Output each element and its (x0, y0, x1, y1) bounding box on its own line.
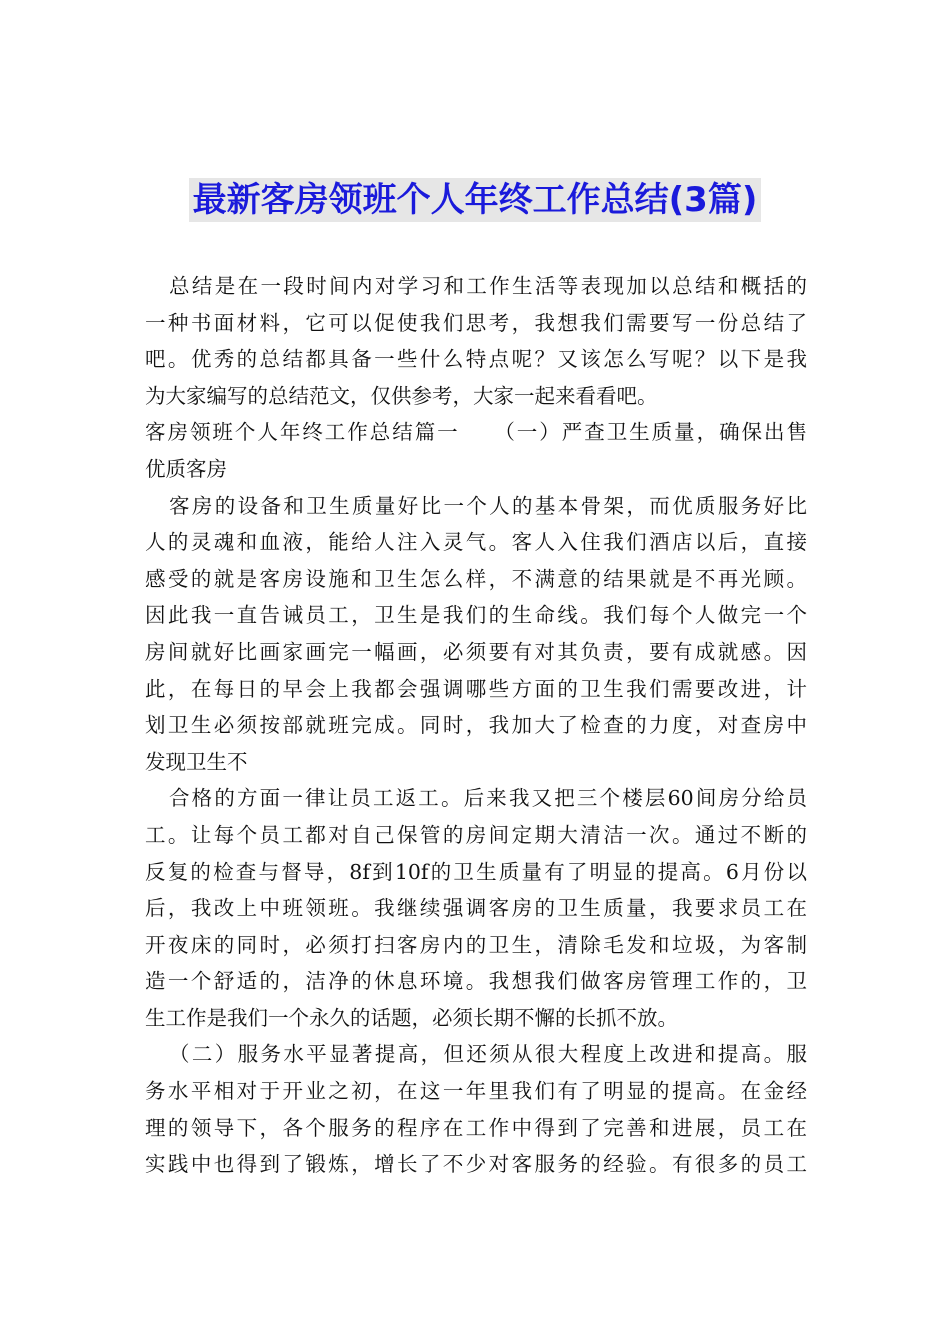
paragraph-line: 工。让每个员工都对自己保管的房间定期大清洁一次。通过不断的 (145, 822, 807, 847)
section-heading-line: 优质客房 (145, 456, 227, 481)
paragraph-line: 划卫生必须按部就班完成。同时，我加大了检查的力度，对查房中 (145, 713, 807, 738)
paragraph-line: 吧。优秀的总结都具备一些什么特点呢？又该怎么写呢？以下是我 (145, 347, 807, 372)
paragraph-line: （二）服务水平显著提高，但还须从很大程度上改进和提高。服 (169, 1042, 807, 1067)
paragraph-line: 务水平相对于开业之初，在这一年里我们有了明显的提高。在金经 (145, 1079, 807, 1104)
paragraph-line: 反复的检查与督导，8f到10f的卫生质量有了明显的提高。6月份以 (145, 859, 807, 884)
paragraph-line: 造一个舒适的，洁净的休息环境。我想我们做客房管理工作的，卫 (145, 969, 807, 994)
document-title: 最新客房领班个人年终工作总结(3篇) (189, 178, 762, 222)
paragraph-line: 总结是在一段时间内对学习和工作生活等表现加以总结和概括的 (169, 274, 807, 298)
paragraph-line: 后，我改上中班领班。我继续强调客房的卫生质量，我要求员工在 (145, 896, 807, 921)
paragraph-line: 生工作是我们一个永久的话题，必须长期不懈的长抓不放。 (145, 1005, 678, 1030)
document-body (145, 268, 807, 1183)
section-heading-line: 客房领班个人年终工作总结篇一 （一）严查卫生质量，确保出售 (145, 420, 807, 445)
paragraph-line: 合格的方面一律让员工返工。后来我又把三个楼层60间房分给员 (169, 786, 807, 811)
paragraph-line: 感受的就是客房设施和卫生怎么样，不满意的结果就是不再光顾。 (145, 566, 807, 591)
paragraph-line: 此，在每日的早会上我都会强调哪些方面的卫生我们需要改进，计 (145, 676, 807, 701)
paragraph-line: 一种书面材料，它可以促使我们思考，我想我们需要写一份总结了 (145, 310, 807, 335)
paragraph-line: 因此我一直告诫员工，卫生是我们的生命线。我们每个人做完一个 (145, 603, 807, 628)
paragraph-line: 人的灵魂和血液，能给人注入灵气。客人入住我们酒店以后，直接 (145, 530, 807, 555)
paragraph-line: 为大家编写的总结范文，仅供参考，大家一起来看看吧。 (145, 383, 658, 408)
paragraph-line: 开夜床的同时，必须打扫客房内的卫生，清除毛发和垃圾，为客制 (145, 932, 807, 957)
title-container (0, 178, 950, 222)
paragraph-line: 客房的设备和卫生质量好比一个人的基本骨架，而优质服务好比 (169, 493, 807, 518)
paragraph-line: 实践中也得到了锻炼，增长了不少对客服务的经验。有很多的员工 (145, 1152, 807, 1177)
paragraph-line: 发现卫生不 (145, 749, 248, 774)
paragraph-line: 房间就好比画家画完一幅画，必须要有对其负责，要有成就感。因 (145, 639, 807, 664)
paragraph-line: 理的领导下，各个服务的程序在工作中得到了完善和进展，员工在 (145, 1115, 807, 1140)
